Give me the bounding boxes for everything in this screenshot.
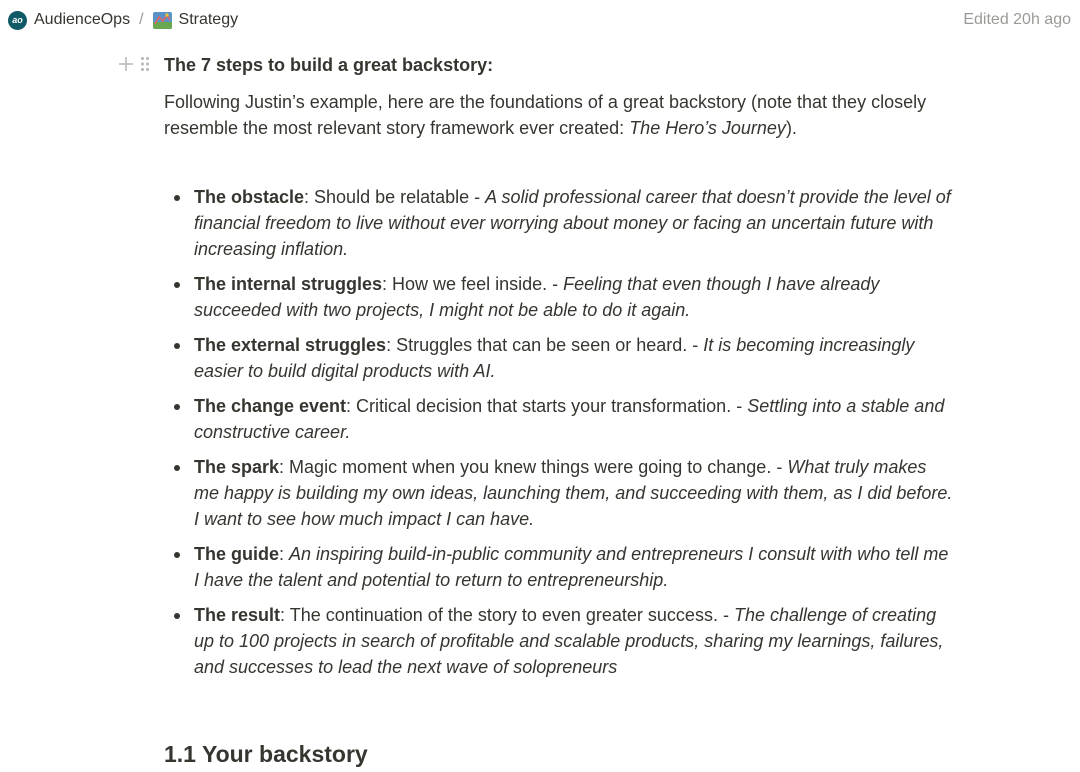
step-example: An inspiring build-in-public community and entrepreneurs I consult with who tell me I have the talent and potential to return to entrepreneurship. — [194, 544, 949, 590]
step-example: Feeling that even though I have already succeeded with two projects, I might not be able to do it again. — [194, 274, 880, 320]
list-item[interactable] — [164, 393, 954, 445]
step-example: The challenge of creating up to 100 projects in search of profitable and scalable products, sharing my learnings, failures, and successes to lead the next wave of solopreneurs — [194, 605, 944, 677]
intro-paragraph[interactable] — [164, 89, 934, 141]
step-example: What truly makes me happy is building my own ideas, launching them, and succeeding with them, as I did before. I want to see how much impact I can have. — [194, 457, 953, 529]
step-term: The spark — [194, 457, 280, 477]
add-block-icon[interactable] — [118, 56, 134, 72]
step-example: It is becoming increasingly easier to build digital products with AI. — [194, 335, 915, 381]
breadcrumb-page[interactable]: Strategy — [178, 11, 239, 28]
drag-handle-icon[interactable] — [140, 56, 150, 72]
steps-list — [164, 184, 954, 689]
step-example: Settling into a stable and constructive career. — [194, 396, 945, 442]
intro-end: ). — [785, 118, 797, 138]
step-desc: : Magic moment when you knew things were going to change. - — [279, 457, 788, 477]
strategy-map-icon[interactable] — [153, 12, 172, 29]
step-term: The internal struggles — [194, 274, 383, 294]
list-item[interactable] — [164, 454, 954, 532]
intro-text: Following Justin’s example, here are the foundations of a great backstory (note that they closely resemble the most relevant story framework ever created: — [164, 92, 927, 138]
breadcrumb-workspace[interactable]: AudienceOps — [34, 11, 131, 28]
step-desc: : How we feel inside. - — [382, 274, 564, 294]
step-desc: : The continuation of the story to even greater success. - — [280, 605, 734, 625]
intro-emphasis: The Hero’s Journey — [629, 118, 786, 138]
step-term: The obstacle — [194, 187, 305, 207]
step-desc: : Critical decision that starts your transformation. - — [346, 396, 748, 416]
step-term: The result — [194, 605, 281, 625]
edited-timestamp[interactable]: Edited 20h ago — [963, 11, 1071, 28]
section-heading[interactable]: 1.1 Your backstory — [164, 741, 368, 767]
step-term: The guide — [194, 544, 279, 564]
breadcrumb-separator: / — [139, 11, 144, 28]
step-term: The change event — [194, 396, 347, 416]
list-item[interactable] — [164, 271, 954, 323]
topbar — [0, 0, 1080, 40]
list-item[interactable] — [164, 541, 954, 593]
step-term: The external struggles — [194, 335, 387, 355]
step-example: A solid professional career that doesn’t provide the level of financial freedom to live without ever worrying about money or facing an uncertain future with increasing inflation. — [194, 187, 951, 259]
list-item[interactable] — [164, 184, 954, 262]
step-desc: : Should be relatable - — [304, 187, 486, 207]
steps-heading[interactable]: The 7 steps to build a great backstory: — [164, 55, 494, 75]
list-item[interactable] — [164, 332, 954, 384]
list-item[interactable] — [164, 602, 954, 680]
block-controls — [118, 56, 150, 72]
workspace-logo-icon[interactable]: ao — [8, 11, 27, 30]
step-desc: : — [279, 544, 290, 564]
step-desc: : Struggles that can be seen or heard. - — [386, 335, 704, 355]
